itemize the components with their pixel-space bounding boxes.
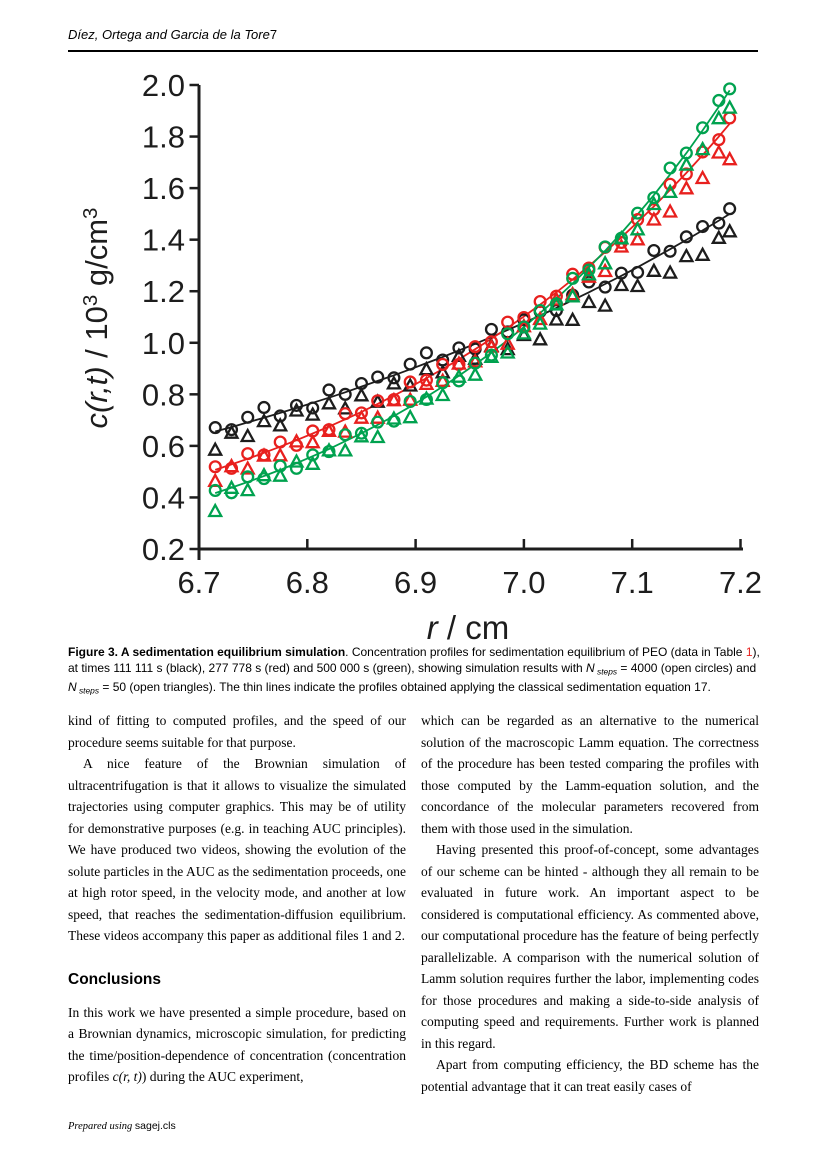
- page-header: [68, 27, 758, 42]
- text-segment: c(r,t): [79, 366, 115, 429]
- text-segment: N: [68, 679, 77, 694]
- svg-text:6.9: 6.9: [394, 565, 438, 600]
- svg-text:1.4: 1.4: [141, 222, 185, 258]
- text-segment: . Concentration profiles for sedimentation equilibrium of PEO (data in Table: [345, 645, 746, 659]
- body-paragraph: [68, 1002, 406, 1088]
- text-segment: g/cm: [79, 218, 115, 295]
- table-1-link[interactable]: 1: [745, 645, 753, 659]
- body-paragraph: [68, 710, 406, 753]
- svg-text:0.4: 0.4: [141, 480, 185, 516]
- svg-text:6.7: 6.7: [177, 565, 221, 600]
- series-1: [209, 225, 736, 454]
- svg-text:7.0: 7.0: [502, 565, 546, 600]
- conclusions-heading: Conclusions: [68, 970, 162, 988]
- body-columns: [68, 710, 759, 1097]
- text-segment: = 50 (open triangles). The thin lines indicate the profiles obtained applying the classical sedimentation equation 17.: [99, 679, 711, 694]
- body-paragraph: [421, 1054, 759, 1097]
- page-number: 7: [269, 27, 278, 42]
- y-axis-ticks: [142, 68, 199, 567]
- text-segment: N: [586, 660, 595, 675]
- svg-text:0.6: 0.6: [141, 428, 185, 464]
- svg-text:0.8: 0.8: [141, 377, 185, 413]
- theory-line-2: [215, 90, 730, 493]
- axes: [198, 85, 744, 560]
- left-column: [68, 710, 406, 1097]
- text-segment: 3: [78, 207, 102, 219]
- prepared-using-label: Prepared using: [68, 1121, 135, 1132]
- text-segment: ) during the AUC experiment,: [141, 1069, 304, 1084]
- page-footer: [68, 1120, 176, 1132]
- text-segment: / 10: [79, 306, 115, 367]
- text-segment: steps: [594, 666, 618, 677]
- figure-caption: [68, 645, 765, 699]
- text-segment: = 4000 (open circles) and: [617, 660, 757, 675]
- text-segment: Apart from computing efficiency, the BD scheme has the potential advantage that it can treat easily cases of: [421, 1057, 759, 1094]
- svg-text:6.8: 6.8: [285, 565, 329, 600]
- text-segment: ), at times 111 111 s (black), 277 778 s (red) and 500 000 s (green), showing simulation results with: [68, 645, 760, 675]
- right-column: [421, 710, 759, 1097]
- x-axis-title: [427, 609, 510, 647]
- series-0: [210, 203, 735, 435]
- text-segment: A nice feature of the Brownian simulation of ultracentrifugation is that it allows to visualize the simulated trajectories using computer graphics. This may be of utility for demonstrative purposes (e.g. in teaching AUC principles). We have produced two videos, showing the evolution of the solute particles in the AUC as the sedimentation proceeds, one at high rotor speed, in the velocity mode, and another at low speed, that reaches the sedimentation-diffusion equilibrium. These videos accompany this paper as additional files 1 and 2.: [68, 756, 406, 943]
- series-5: [209, 102, 736, 516]
- svg-text:0.2: 0.2: [141, 532, 185, 567]
- series-3: [209, 147, 736, 486]
- series-2: [210, 113, 735, 474]
- svg-text:1.0: 1.0: [141, 325, 185, 361]
- header-rule: [68, 50, 758, 52]
- svg-text:7.1: 7.1: [610, 565, 654, 600]
- body-paragraph: [421, 710, 759, 839]
- text-segment: r: [426, 609, 438, 646]
- figure3-chart: [0, 60, 827, 645]
- text-segment: c(r, t): [112, 1069, 142, 1084]
- body-paragraph: [421, 839, 759, 1054]
- theory-line-1: [215, 124, 730, 470]
- svg-text:1.6: 1.6: [141, 171, 185, 207]
- svg-text:2.0: 2.0: [141, 68, 185, 103]
- cls-file-label: sagej.cls: [134, 1120, 176, 1132]
- svg-text:1.8: 1.8: [141, 119, 185, 155]
- svg-text:7.2: 7.2: [718, 565, 763, 600]
- text-segment: Figure 3. A sedimentation equilibrium simulation: [68, 645, 346, 659]
- text-segment: which can be regarded as an alternative to the numerical solution of the macroscopic Lamm equation. The correctness of the procedure has been tested comparing the profiles with those computed by the Lamm-equation solution, and the concordance of the molecular parameters recovered from them with those used in the simulation.: [421, 713, 759, 836]
- text-segment: kind of fitting to computed profiles, and the speed of our procedure seems suitable for that purpose.: [68, 713, 406, 750]
- text-segment: Having presented this proof-of-concept, some advantages of our scheme can be hinted - although they all remain to be evaluated in future work. An important aspect to be considered is computational efficiency. As commented above, our computational procedure has the feature of being perfectly parallelizable. A comparison with the numerical solution of Lamm solution requires further the labor, implementing codes for those procedures and making a side-to-side analysis of computing speed and requirements. Further work is planned in this regard.: [421, 842, 759, 1051]
- running-title: Díez, Ortega and Garcia de la Tore: [68, 27, 270, 42]
- body-paragraph: [68, 753, 406, 947]
- series-4: [210, 83, 735, 498]
- text-segment: 3: [78, 294, 102, 307]
- svg-text:1.2: 1.2: [141, 274, 185, 310]
- text-segment: In this work we have presented a simple procedure, based on a Brownian dynamics, microscopic simulation, for predicting the time/position-dependence of concentration (concentration profiles: [68, 1004, 406, 1084]
- text-segment: / cm: [437, 609, 510, 646]
- theory-line-0: [215, 214, 730, 432]
- text-segment: steps: [76, 685, 100, 696]
- y-axis-title: [79, 208, 115, 429]
